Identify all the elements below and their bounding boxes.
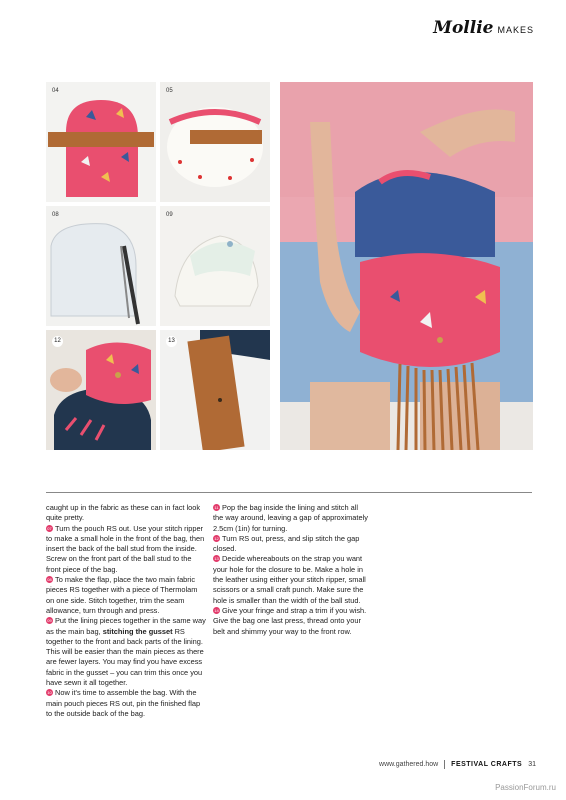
page-number: 31 [528, 761, 536, 768]
instruction-bold-text: stitching the gusset [102, 626, 173, 636]
step-photo-09 [160, 206, 270, 326]
step-bullet: 08 [47, 577, 52, 583]
step-number: 09 [166, 212, 173, 218]
step-photo-08 [46, 206, 156, 326]
instruction-step-13 [213, 554, 368, 605]
step-number: 13 [166, 336, 177, 347]
step-number: 08 [52, 212, 59, 218]
step-photo-04 [46, 82, 156, 202]
step-bullet: 12 [214, 535, 219, 541]
step-photo-13 [160, 330, 270, 450]
hero-photo [280, 82, 533, 450]
step-bullet: 13 [214, 556, 219, 562]
instruction-text: Turn RS out, press, and slip stitch the gap closed. [213, 533, 360, 554]
instruction-step-12 [213, 534, 368, 555]
brand-logo [433, 18, 534, 38]
instruction-text: Pop the bag inside the lining and stitch all the way around, leaving a gap of approximately 2.5cm (1in) for turning. [213, 503, 368, 533]
step-bullet: 14 [214, 607, 219, 613]
instructions-column-1 [46, 503, 206, 719]
brand-script: Mollie [433, 18, 494, 38]
step-bullet: 09 [47, 618, 52, 624]
lining-illustration [160, 206, 270, 326]
thermolam-piece-illustration [46, 206, 156, 326]
website-link[interactable]: www.gathered.how [379, 761, 439, 768]
instruction-text: Give your fringe and strap a trim if you wish. Give the bag one last press, thread onto your belt and shimmy your way to the front row. [213, 605, 367, 636]
instructions-column-2 [213, 503, 368, 637]
bag-front-illustration [46, 82, 156, 202]
brand-caps: MAKES [497, 25, 534, 35]
instruction-text: Put the lining pieces together in the same way as the main bag, [46, 616, 206, 636]
watermark: PassionForum.ru [495, 783, 556, 792]
step-photo-12 [46, 330, 156, 450]
pinned-bag-illustration [160, 82, 270, 202]
step-bullet: 11 [214, 505, 219, 510]
step-number: 04 [52, 88, 59, 94]
section-divider [46, 492, 532, 493]
step-number: 05 [166, 88, 173, 94]
step-bullet: 07 [47, 525, 52, 531]
instruction-step-09 [46, 616, 206, 688]
leather-strap-illustration [160, 330, 270, 450]
instruction-step-10 [46, 688, 206, 719]
instruction-text: RS together to the front and back parts of the lining. This will be easier than the main pieces as there are fewer layers. You may find you have excess fabric in the gusset – you can trim this once you have sewn it all together. [46, 626, 204, 688]
instruction-step-11 [213, 503, 368, 534]
instruction-text: To make the flap, place the two main fabric pieces RS together with a piece of Thermolam on one side. Stitch together, trim the seam allowance, turn through and press. [46, 575, 198, 615]
model-wearing-bag-illustration [280, 82, 533, 450]
magazine-section: FESTIVAL CRAFTS [451, 761, 523, 768]
instruction-step-08 [46, 575, 206, 616]
instruction-text: caught up in the fabric as these can in fact look quite pretty. [46, 503, 201, 523]
page-footer [379, 760, 536, 769]
footer-divider [444, 760, 445, 769]
step-number: 12 [52, 336, 63, 347]
instruction-step-14 [213, 606, 368, 637]
slip-stitch-illustration [46, 330, 156, 450]
step-photo-05 [160, 82, 270, 202]
instruction-text: Decide whereabouts on the strap you want your hole for the closure to be. Make a hole in the leather using either your stitch ripper, small scissors or a small craft punch. Make sure the hole is smaller than the width of the ball stud. [213, 554, 366, 605]
step-bullet: 10 [47, 690, 52, 696]
instruction-step-07 [46, 524, 206, 575]
instruction-text: Now it's time to assemble the bag. With the main pouch pieces RS out, pin the finished flap to the outside back of the bag. [46, 688, 201, 718]
instruction-text: Turn the pouch RS out. Use your stitch ripper to make a small hole in the front of the bag, then insert the back of the ball stud from the inside. Screw on the front part of the ball stud to the front piece of the bag. [46, 523, 205, 574]
